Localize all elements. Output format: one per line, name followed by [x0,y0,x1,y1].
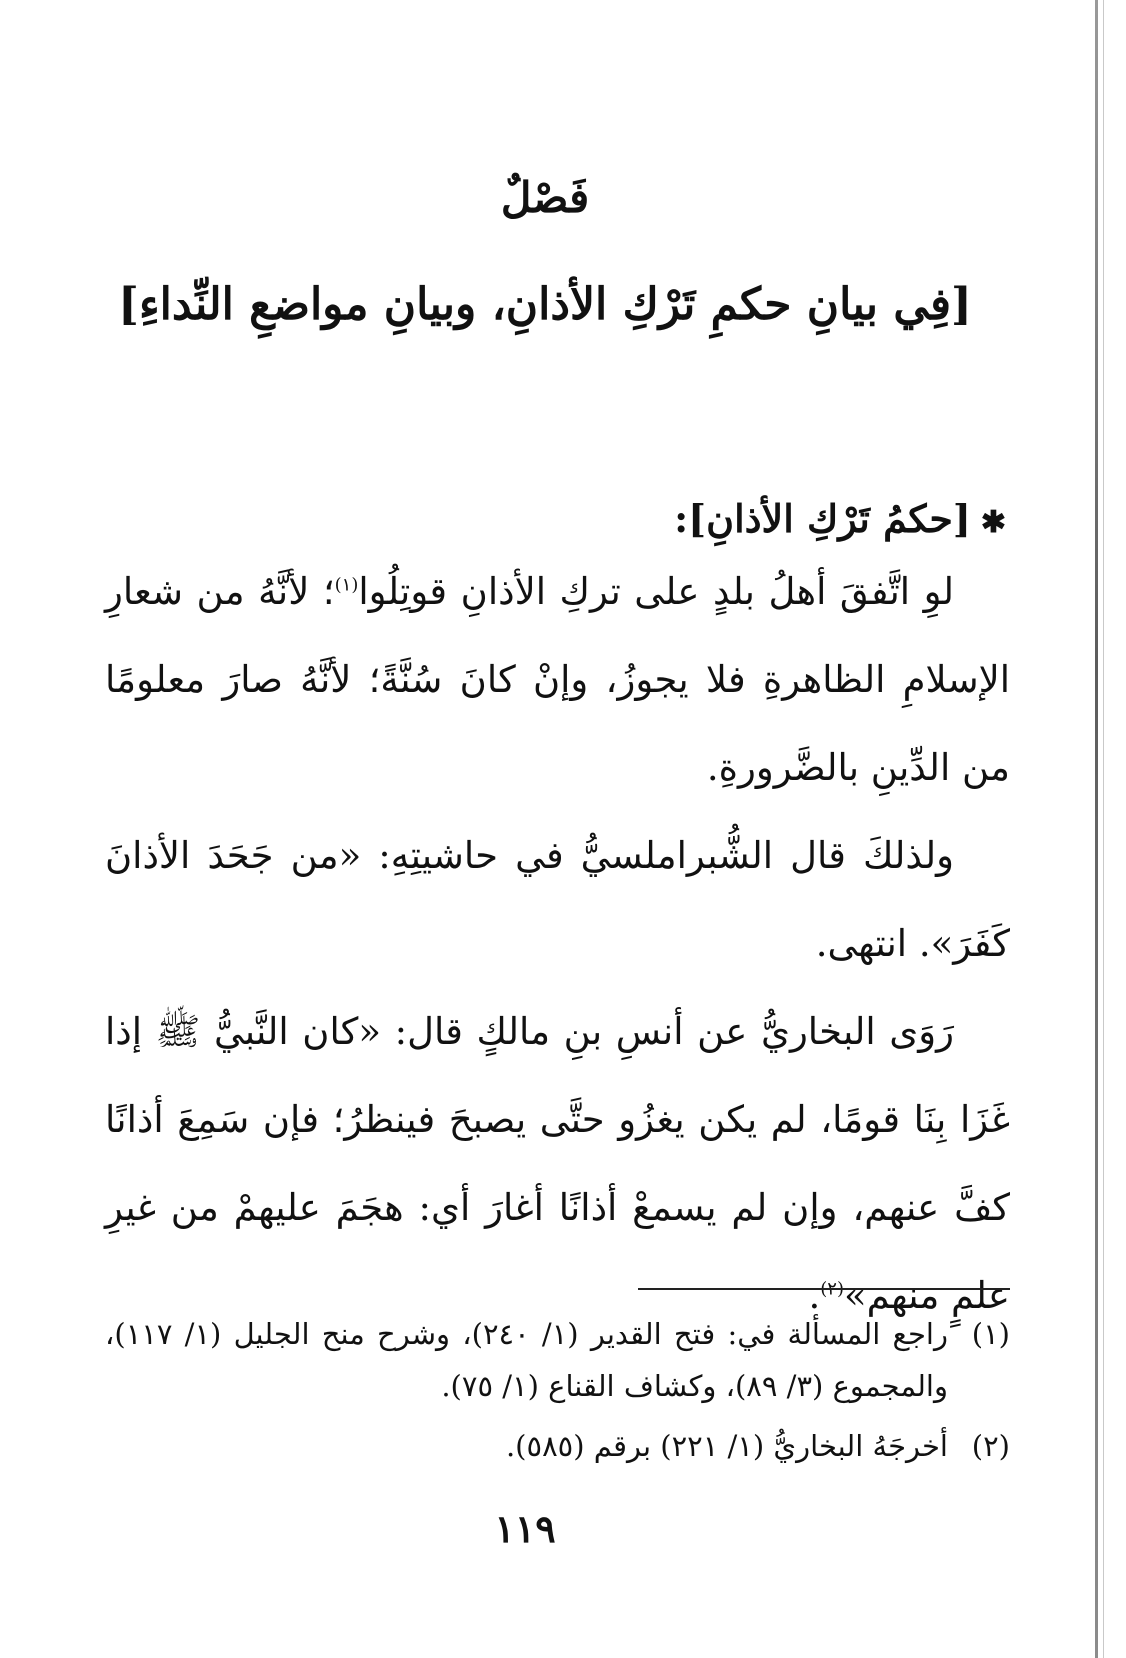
chapter-label: فَصْلٌ [500,173,590,222]
paragraph-3-end: . [808,1274,821,1317]
asterisk-icon: ✱ [980,505,1006,540]
paragraph-2: ولذلكَ قال الشُّبراملسيُّ في حاشيتِهِ: «من جَحَدَ الأذانَ كَفَرَ». انتهى. [105,834,1010,965]
paragraph-1-text-a: لوِ اتَّفقَ أهلُ بلدٍ على تركِ الأذانِ قوتِلُوا [358,570,954,613]
footnote-ref-1[interactable]: (١) [334,574,359,596]
subheading-text: [حكمُ تَرْكِ الأذانِ]: [674,496,971,541]
footnote-1 [105,1308,1010,1412]
footnote-number: (١) [971,1317,1010,1351]
body-text [105,548,1010,1340]
footnote-text: أخرجَهُ البخاريُّ (١/ ٢٢١) برقم (٥٨٥). [505,1429,948,1463]
footnote-ref-2[interactable]: (٢) [820,1278,844,1300]
paragraph-1 [105,548,1010,812]
section-title: [فِي بيانِ حكمِ تَرْكِ الأذانِ، وبيانِ مواضعِ النِّداءِ] [118,279,972,330]
footnotes [105,1308,1010,1480]
footnote-text: راجع المسألة في: فتح القدير (١/ ٢٤٠)، وشرح منح الجليل (١/ ١١٧)، والمجموع (٣/ ٨٩)، وكشاف القناع (١/ ٧٥). [105,1317,948,1403]
paragraph-3-text: رَوَى البخاريُّ عن أنسِ بنِ مالكٍ قال: «كان النَّبيُّ ﷺ إذا غَزَا بِنَا قومًا، لم يكن يغزُو حتَّى يصبحَ فينظرُ؛ فإن سَمِعَ أذانًا كفَّ عنهم، وإن لم يسمعْ أذانًا أغارَ أي: هجَمَ عليهمْ من غيرِ علمٍ منهم» [105,1010,1010,1317]
page-number: ١١٩ [494,1506,556,1551]
footnote-number: (٢) [971,1429,1010,1463]
paragraph-1-text-b: ؛ لأنَّهُ من شعارِ الإسلامِ الظاهرةِ فلا يجوزُ، وإنْ كانَ سُنَّةً؛ لأنَّهُ صارَ معلومًا من الدِّينِ بالضَّرورةِ. [105,570,1010,789]
footnote-2 [105,1420,1010,1472]
subheading [126,488,1006,554]
footnote-divider [638,1288,1010,1290]
